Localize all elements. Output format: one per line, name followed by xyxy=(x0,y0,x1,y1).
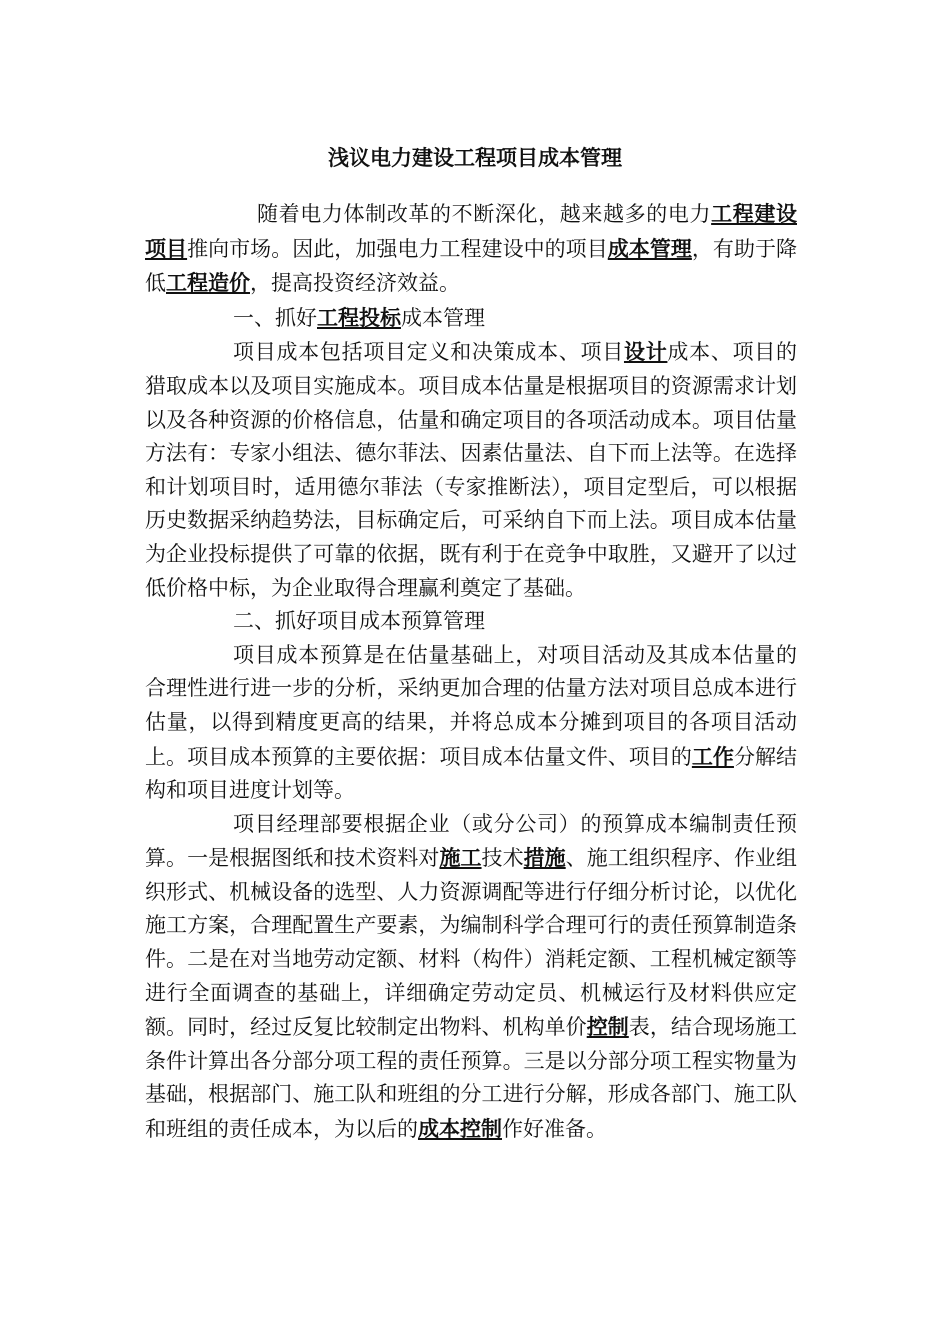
text-segment: 成本、项目的猎取成本以及项目实施成本。项目成本估量是根据项目的资源需求计划以及各种资源的价格信息，估量和确定项目的各项活动成本。项目估量方法有：专家小组法、德尔菲法、因素估量法、自下而上法等。在选择和计划项目时，适用德尔菲法（专家推断法），项目定型后，可以根据历史数据采纳趋势法，目标确定后，可采纳自下而上法。项目成本估量为企业投标提供了可靠的依据，既有利于在竞争中取胜，又避开了以过低价格中标，为企业取得合理赢利奠定了基础。 xyxy=(145,340,798,600)
text-segment: 技术 xyxy=(481,846,524,871)
text-segment: 分解结构和项目进度计划等。 xyxy=(145,744,798,803)
text-segment: 推向市场。因此，加强电力工程建设中的项目 xyxy=(187,236,608,261)
text-segment: 表，结合现场施工条件计算出各分部分项工程的责任预算。三是以分部分项工程实物量为基础，根据部门、施工队和班组的分工进行分解，形成各部门、施工队和班组的责任成本，为以后的 xyxy=(145,1015,798,1142)
keyword-link[interactable]: 工程投标 xyxy=(317,304,401,330)
document-body xyxy=(145,197,797,1147)
keyword-link[interactable]: 控制 xyxy=(586,1014,629,1040)
text-segment: 、施工组织程序、作业组织形式、机械设备的选型、人力资源调配等进行仔细分析讨论，以优化施工方案，合理配置生产要素，为编制科学合理可行的责任预算制造条件。二是在对当地劳动定额、材料（构件）消耗定额、工程机械定额等进行全面调查的基础上，详细确定劳动定员、机械运行及材料供应定额。同时，经过反复比较制定出物料、机构单价 xyxy=(145,846,798,1040)
keyword-link[interactable]: 措施 xyxy=(523,845,566,871)
text-segment: ，有助于降低 xyxy=(145,236,798,296)
text-segment: 作好准备。 xyxy=(502,1117,607,1142)
keyword-link[interactable]: 成本控制 xyxy=(418,1116,502,1142)
text-segment: ，提高投资经济效益。 xyxy=(250,271,460,296)
section-heading-1 xyxy=(145,301,797,336)
keyword-link[interactable]: 工程建设项目 xyxy=(145,201,797,261)
keyword-link[interactable]: 施工 xyxy=(439,845,482,871)
keyword-link[interactable]: 工作 xyxy=(691,743,734,769)
keyword-link[interactable]: 成本管理 xyxy=(607,235,692,261)
paragraph-intro xyxy=(145,197,797,301)
text-segment: 一、抓好 xyxy=(233,305,317,330)
text-segment: 随着电力体制改革的不断深化，越来越多的电力 xyxy=(257,202,712,226)
text-segment: 项目经理部要根据企业（或分公司）的预算成本编制责任预算。一是根据图纸和技术资料对 xyxy=(145,811,797,871)
paragraph-cost-estimate xyxy=(145,335,797,605)
text-segment: 项目成本预算是在估量基础上，对项目活动及其成本估量的合理性进行进一步的分析，采纳更加合理的估量方法对项目总成本进行估量，以得到精度更高的结果，并将总成本分摊到项目的各项目活动上。项目成本预算的主要依据：项目成本估量文件、项目的 xyxy=(145,642,797,769)
text-segment: 成本管理 xyxy=(401,305,485,330)
keyword-link[interactable]: 设计 xyxy=(623,339,668,365)
text-segment: 项目成本包括项目定义和决策成本、项目 xyxy=(233,340,624,365)
keyword-link[interactable]: 工程造价 xyxy=(166,270,250,296)
paragraph-responsibility-budget xyxy=(145,808,797,1147)
document-title: 浅议电力建设工程项目成本管理 xyxy=(328,145,622,170)
text-segment: 二、抓好项目成本预算管理 xyxy=(233,609,485,634)
paragraph-cost-budget xyxy=(145,639,797,808)
section-heading-2 xyxy=(145,605,797,639)
